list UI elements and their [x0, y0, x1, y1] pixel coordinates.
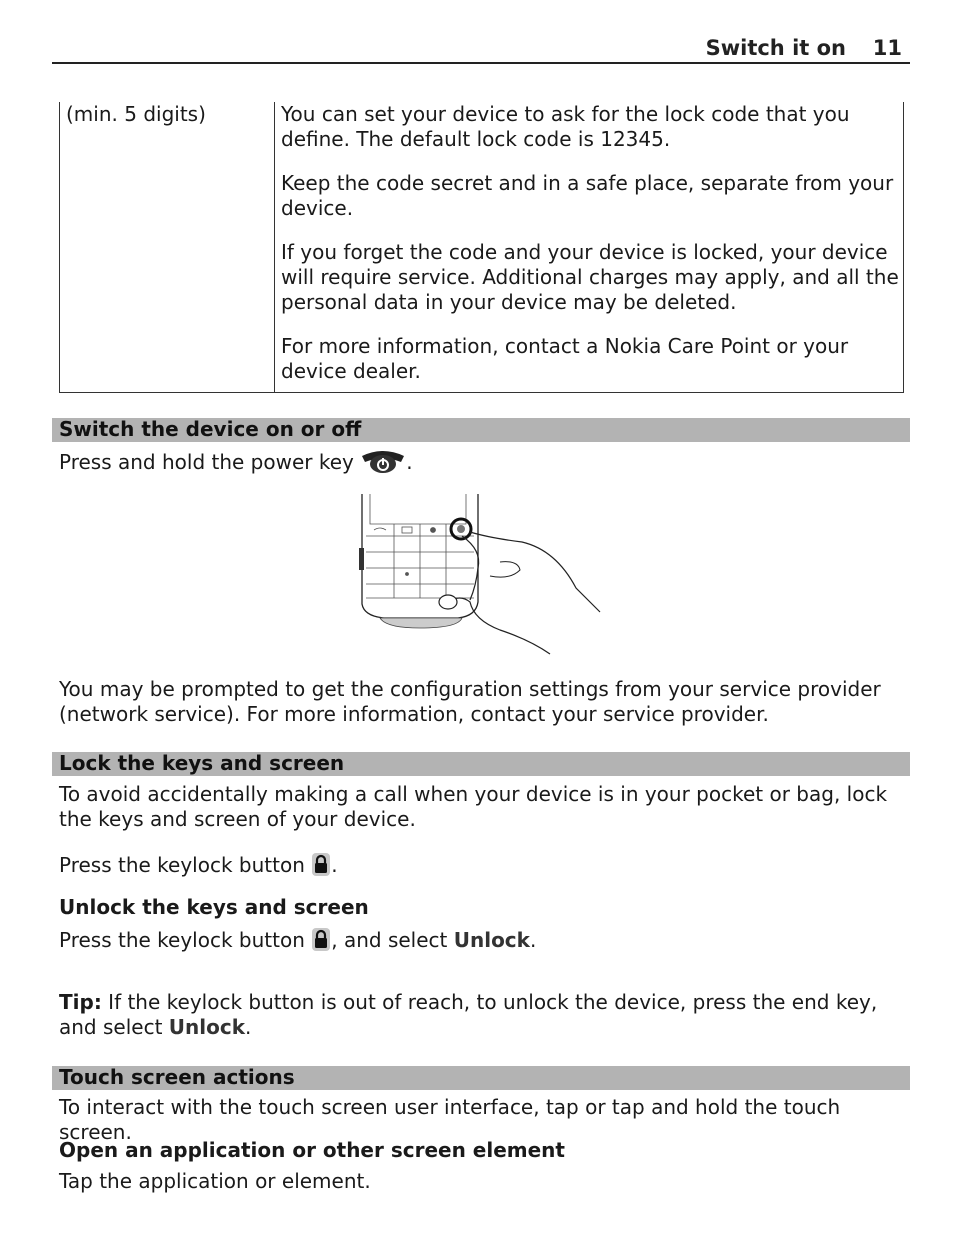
keylock-instruction-text: Press the keylock button	[59, 853, 305, 877]
unlock-heading: Unlock the keys and screen	[59, 895, 369, 919]
phone-power-illustration	[350, 490, 610, 662]
page-number: 11	[872, 36, 902, 60]
tip-unlock-label: Unlock	[168, 1015, 246, 1039]
keylock-instruction	[59, 851, 338, 883]
tip-paragraph	[59, 990, 909, 1040]
unlock-instruction-text: Press the keylock button	[59, 928, 305, 952]
configuration-note: You may be prompted to get the configuration settings from your service provider (network service). For more information, contact your service provider.	[59, 677, 881, 726]
punctuation: .	[245, 1015, 252, 1039]
table-cell-description	[281, 102, 901, 384]
power-key-icon	[360, 448, 406, 480]
punctuation: .	[529, 928, 537, 952]
table-divider	[274, 102, 275, 392]
section-heading-touch	[52, 1066, 910, 1090]
section-heading-text: Touch screen actions	[59, 1065, 295, 1089]
unlock-instruction-mid: , and select	[331, 928, 448, 952]
table-paragraph: You can set your device to ask for the lock code that you define. The default lock code is 12345.	[281, 102, 850, 151]
table-paragraph: If you forget the code and your device is locked, your device will require service. Additional charges may apply, and all the personal data in your device may be deleted.	[281, 240, 899, 314]
table-paragraph: For more information, contact a Nokia Care Point or your device dealer.	[281, 334, 849, 383]
section-heading-text: Lock the keys and screen	[59, 751, 345, 775]
section-heading-lock	[52, 752, 910, 776]
section-heading-text: Switch the device on or off	[59, 417, 362, 441]
power-instruction-text: Press and hold the power key	[59, 450, 354, 474]
open-app-heading: Open an application or other screen element	[59, 1138, 565, 1162]
table-paragraph: Keep the code secret and in a safe place, separate from your device.	[281, 171, 894, 220]
power-instruction	[59, 448, 413, 480]
punctuation: .	[406, 450, 413, 474]
lock-code-table	[59, 102, 904, 393]
touch-intro: To interact with the touch screen user interface, tap or tap and hold the touch screen.	[59, 1095, 841, 1144]
open-app-text: Tap the application or element.	[59, 1169, 371, 1193]
table-cell-min-digits: (min. 5 digits)	[66, 102, 206, 126]
page-header	[52, 36, 910, 64]
keylock-icon	[311, 926, 331, 958]
section-heading-power	[52, 418, 910, 442]
punctuation: .	[331, 853, 338, 877]
header-title: Switch it on	[705, 36, 846, 60]
tip-label: Tip:	[59, 990, 102, 1014]
unlock-ui-label: Unlock	[453, 928, 530, 952]
lock-intro: To avoid accidentally making a call when your device is in your pocket or bag, lock the keys and screen of your device.	[59, 782, 888, 831]
tip-text: If the keylock button is out of reach, to unlock the device, press the end key, and select	[59, 990, 878, 1039]
unlock-instruction	[59, 926, 536, 958]
keylock-icon	[311, 851, 331, 883]
